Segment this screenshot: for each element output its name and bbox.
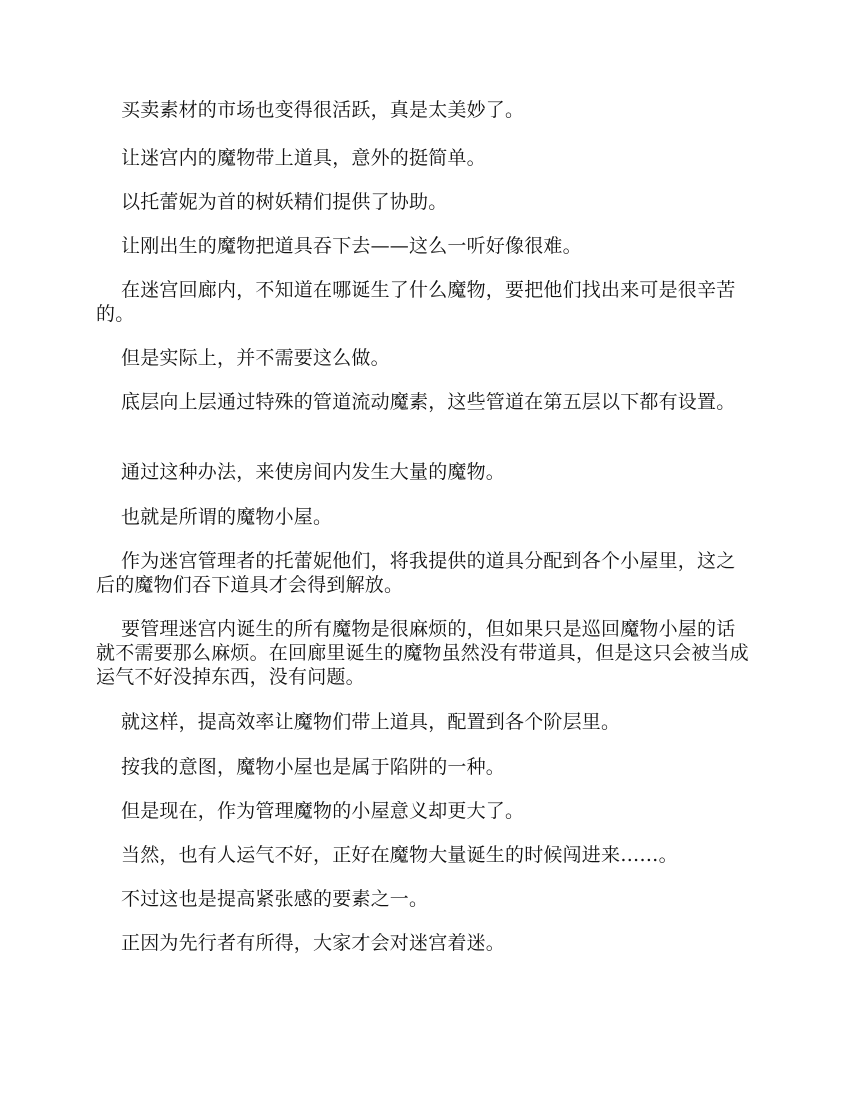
paragraph-3: 以托蕾妮为首的树妖精们提供了协助。 — [121, 191, 448, 213]
paragraph-6: 但是实际上，并不需要这么做。 — [121, 347, 390, 369]
paragraph-1: 买卖素材的市场也变得很活跃，真是太美妙了。 — [121, 99, 525, 121]
paragraph-2: 让迷宫内的魔物带上道具，意外的挺简单。 — [121, 147, 486, 169]
paragraph-8: 通过这种办法，来使房间内发生大量的魔物。 — [121, 461, 506, 483]
paragraph-15: 当然，也有人运气不好，正好在魔物大量诞生的时候闯进来……。 — [121, 844, 678, 866]
paragraph-9: 也就是所谓的魔物小屋。 — [121, 506, 333, 528]
paragraph-14: 但是现在，作为管理魔物的小屋意义却更大了。 — [121, 800, 525, 822]
paragraph-10: 作为迷宫管理者的托蕾妮他们，将我提供的道具分配到各个小屋里，这之后的魔物们吞下道具才会得到解放。 — [96, 550, 736, 596]
paragraph-7: 底层向上层通过特殊的管道流动魔素，这些管道在第五层以下都有设置。 — [121, 391, 736, 413]
paragraph-16: 不过这也是提高紧张感的要素之一。 — [121, 888, 429, 910]
paragraph-13: 按我的意图，魔物小屋也是属于陷阱的一种。 — [121, 756, 506, 778]
paragraph-4: 让刚出生的魔物把道具吞下去——这么一听好像很难。 — [121, 235, 582, 257]
paragraph-12: 就这样，提高效率让魔物们带上道具，配置到各个阶层里。 — [121, 711, 621, 733]
paragraph-11: 要管理迷宫内诞生的所有魔物是很麻烦的，但如果只是巡回魔物小屋的话就不需要那么麻烦。在回廊里诞生的魔物虽然没有带道具，但是这只会被当成运气不好没掉东西，没有问题。 — [96, 618, 749, 688]
paragraph-17: 正因为先行者有所得，大家才会对迷宫着迷。 — [121, 932, 506, 954]
paragraph-5: 在迷宫回廊内，不知道在哪诞生了什么魔物，要把他们找出来可是很辛苦的。 — [96, 279, 736, 325]
